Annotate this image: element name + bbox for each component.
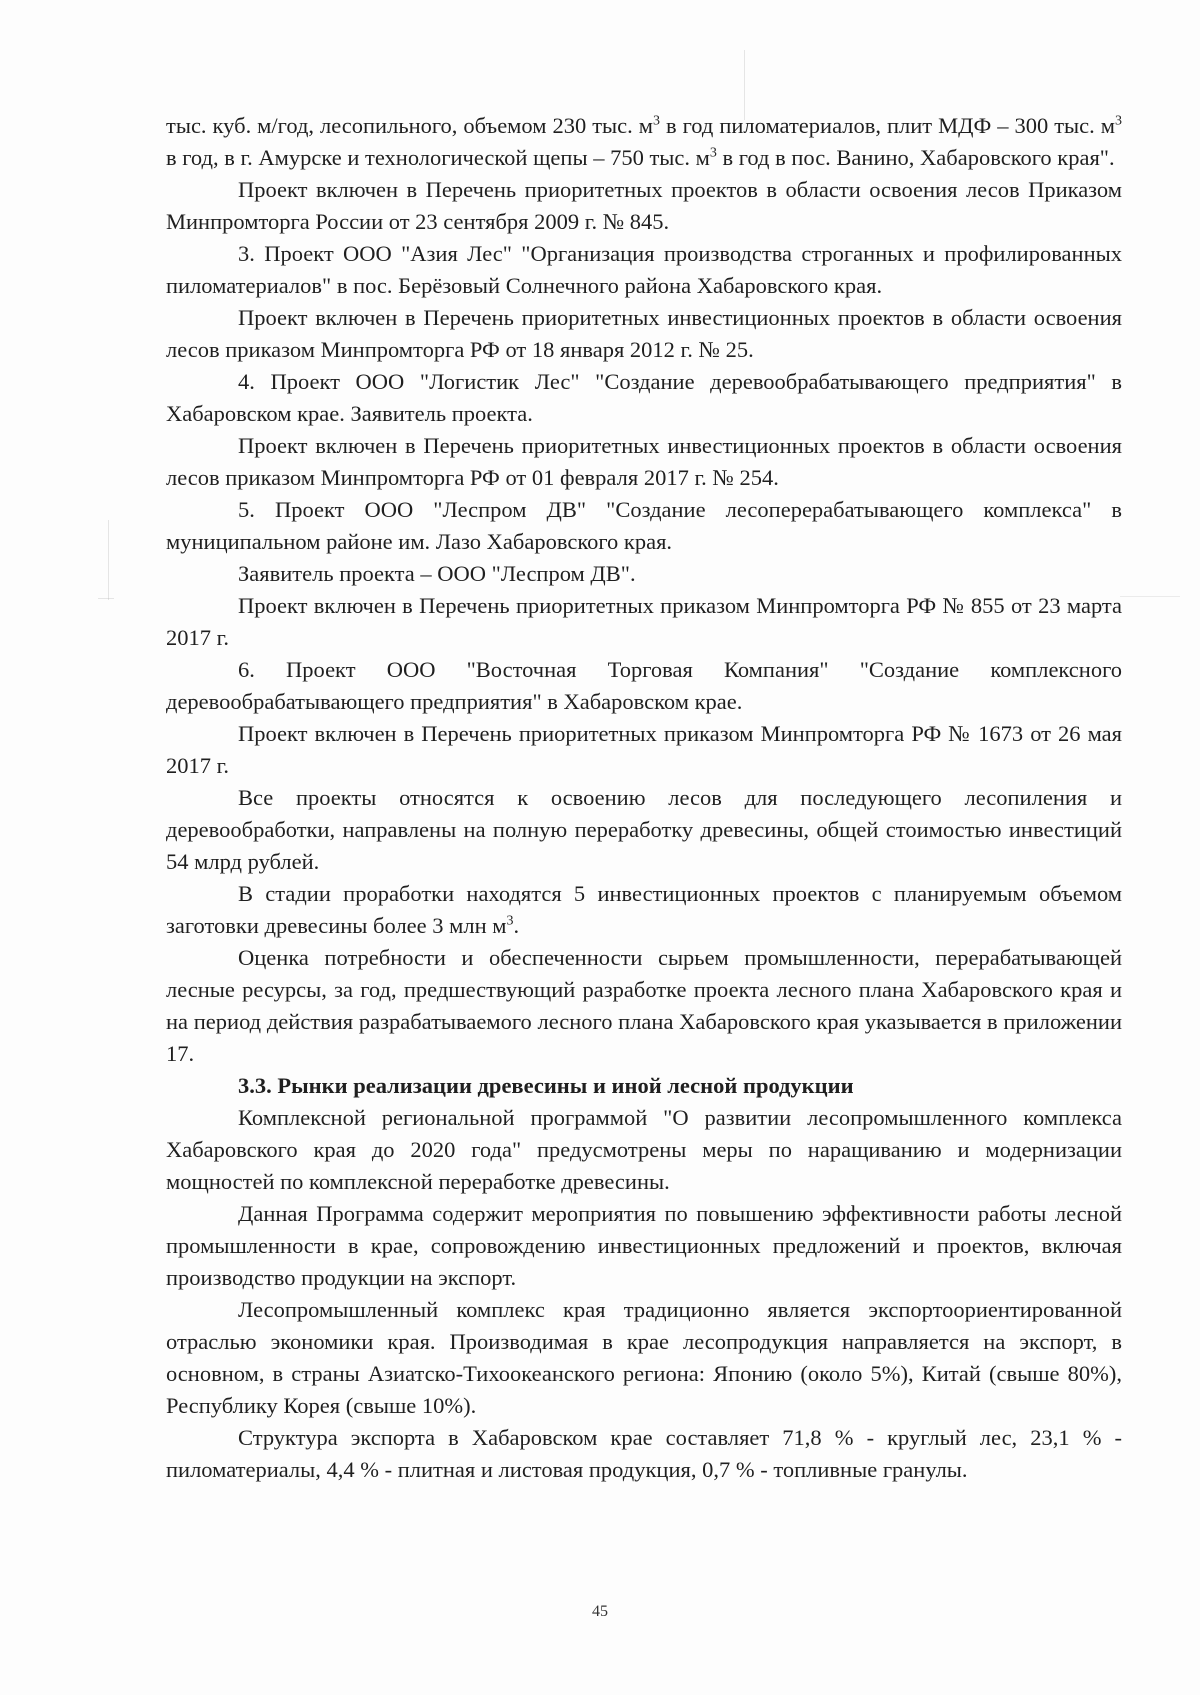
- paragraph: [166, 238, 1122, 302]
- paragraph: [166, 1294, 1122, 1422]
- scan-artifact: [744, 50, 745, 120]
- paragraph: [166, 718, 1122, 782]
- paragraph-text: Заявитель проекта – ООО "Леспром ДВ".: [238, 561, 636, 586]
- paragraph-text: Проект включен в Перечень приоритетных проектов в области освоения лесов Приказом Минпромторга России от 23 сентября 2009 г. № 845.: [166, 177, 1122, 234]
- page-number: 45: [592, 1603, 608, 1620]
- paragraph-text: Оценка потребности и обеспеченности сырьем промышленности, перерабатывающей лесные ресурсы, за год, предшествующий разработке проекта лесного плана Хабаровского края и на период действия разрабатываемого лесного плана Хабаровского края указывается в приложении 17.: [166, 945, 1122, 1066]
- paragraph-text: Лесопромышленный комплекс края традиционно является экспортоориентированной отраслью экономики края. Производимая в крае лесопродукция направляется на экспорт, в основном, в страны Азиатско-Тихоокеанского региона: Японию (около 5%), Китай (свыше 80%), Республику Корея (свыше 10%).: [166, 1297, 1122, 1418]
- scan-artifact: [98, 598, 114, 599]
- scan-artifact: [108, 520, 109, 600]
- paragraph-text: в год в пос. Ванино, Хабаровского края".: [716, 145, 1115, 170]
- paragraph-text: 3.3. Рынки реализации древесины и иной лесной продукции: [238, 1073, 854, 1098]
- paragraph: [166, 366, 1122, 430]
- paragraph-text: Проект включен в Перечень приоритетных инвестиционных проектов в области освоения лесов приказом Минпромторга РФ от 18 января 2012 г. № 25.: [166, 305, 1122, 362]
- paragraph: [166, 174, 1122, 238]
- paragraph: [166, 494, 1122, 558]
- paragraph: [166, 590, 1122, 654]
- paragraph: [166, 654, 1122, 718]
- paragraph-text: в год, в г. Амурске и технологической щепы – 750 тыс. м: [166, 145, 710, 170]
- paragraph-text: Данная Программа содержит мероприятия по повышению эффективности работы лесной промышленности в крае, сопровождению инвестиционных предложений и проектов, включая производство продукции на экспорт.: [166, 1201, 1122, 1290]
- paragraph-text: .: [513, 913, 520, 938]
- paragraph: [166, 558, 1122, 590]
- paragraph-text: 4. Проект ООО "Логистик Лес" "Создание деревообрабатывающего предприятия" в Хабаровском крае. Заявитель проекта.: [166, 369, 1122, 426]
- paragraph-text: 6. Проект ООО "Восточная Торговая Компания" "Создание комплексного деревообрабатывающего предприятия" в Хабаровском крае.: [166, 657, 1122, 714]
- paragraph: [166, 942, 1122, 1070]
- document-body: [166, 110, 1122, 1486]
- superscript: 3: [1115, 113, 1123, 129]
- section-heading: [166, 1070, 1122, 1102]
- paragraph-text: 5. Проект ООО "Леспром ДВ" "Создание лесоперерабатывающего комплекса" в муниципальном районе им. Лазо Хабаровского края.: [166, 497, 1122, 554]
- paragraph-text: в год пиломатериалов, плит МДФ – 300 тыс. м: [660, 113, 1116, 138]
- paragraph-text: Все проекты относятся к освоению лесов для последующего лесопиления и деревообработки, направлены на полную переработку древесины, общей стоимостью инвестиций 54 млрд рублей.: [166, 785, 1122, 874]
- superscript: 3: [506, 913, 514, 929]
- paragraph-text: тыс. куб. м/год, лесопильного, объемом 230 тыс. м: [166, 113, 654, 138]
- paragraph-text: Проект включен в Перечень приоритетных приказом Минпромторга РФ № 1673 от 26 мая 2017 г.: [166, 721, 1122, 778]
- paragraph: [166, 782, 1122, 878]
- paragraph-text: Проект включен в Перечень приоритетных приказом Минпромторга РФ № 855 от 23 марта 2017 г.: [166, 593, 1122, 650]
- paragraph: [166, 430, 1122, 494]
- scan-artifact: [1120, 596, 1180, 597]
- paragraph: [166, 110, 1122, 174]
- paragraph-text: Комплексной региональной программой "О развитии лесопромышленного комплекса Хабаровского края до 2020 года" предусмотрены меры по наращиванию и модернизации мощностей по комплексной переработке древесины.: [166, 1105, 1122, 1194]
- superscript: 3: [709, 145, 717, 161]
- paragraph-text: В стадии проработки находятся 5 инвестиционных проектов с планируемым объемом заготовки древесины более 3 млн м: [166, 881, 1122, 938]
- paragraph: [166, 1198, 1122, 1294]
- paragraph: [166, 878, 1122, 942]
- paragraph: [166, 302, 1122, 366]
- paragraph-text: Структура экспорта в Хабаровском крае составляет 71,8 % - круглый лес, 23,1 % - пиломатериалы, 4,4 % - плитная и листовая продукция, 0,7 % - топливные гранулы.: [166, 1425, 1122, 1482]
- paragraph-text: 3. Проект ООО "Азия Лес" "Организация производства строганных и профилированных пиломатериалов" в пос. Берёзовый Солнечного района Хабаровского края.: [166, 241, 1122, 298]
- paragraph: [166, 1102, 1122, 1198]
- paragraph: [166, 1422, 1122, 1486]
- paragraph-text: Проект включен в Перечень приоритетных инвестиционных проектов в области освоения лесов приказом Минпромторга РФ от 01 февраля 2017 г. № 254.: [166, 433, 1122, 490]
- superscript: 3: [653, 113, 661, 129]
